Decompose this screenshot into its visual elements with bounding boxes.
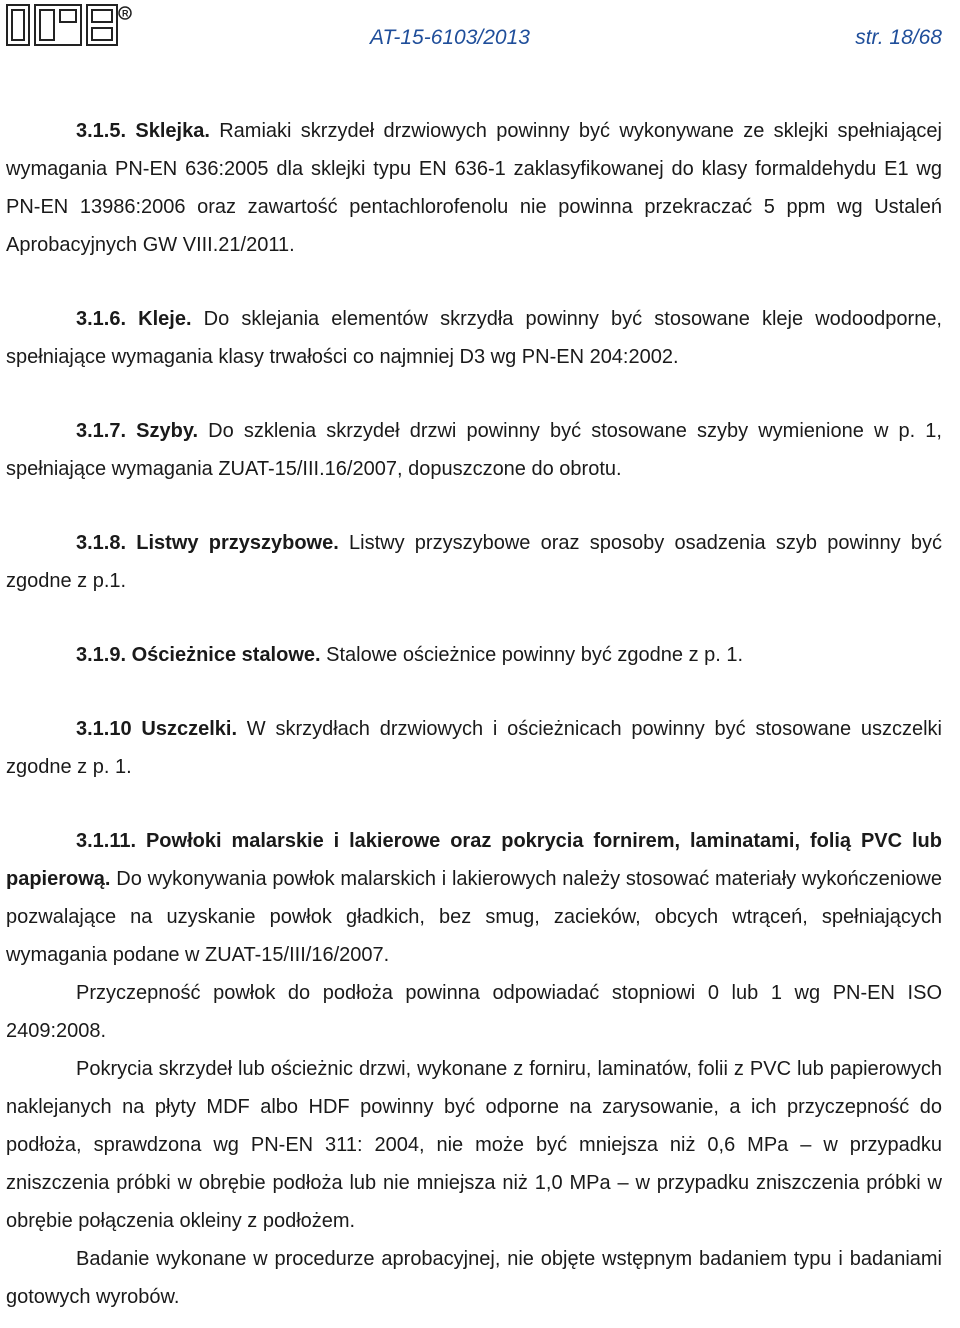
section-text: Ramiaki skrzydeł drzwiowych powinny być wykonywane ze sklejki spełniającej wymagania PN-EN 636:2005 dla sklejki typu EN 636-1 zaklasyfikowanej do klasy formaldehydu E1 wg PN-EN 13986:2006 oraz zawartość pentachlorofenolu nie powinna przekraczać 5 ppm wg Ustaleń Aprobacyjnych GW VIII.21/2011. [6,120,942,256]
paragraph-testing: Badanie wykonane w procedurze aprobacyjnej, nie objęte wstępnym badaniem typu i badaniami gotowych wyrobów. [6,1248,942,1308]
section-heading: 3.1.5. Sklejka. [76,120,210,142]
itb-logo-icon [6,4,132,48]
page-number: str. 18/68 [855,26,942,49]
document-body [6,112,942,1316]
section-heading: 3.1.8. Listwy przyszybowe. [76,532,339,554]
section-heading: 3.1.11. Powłoki malarskie i lakierowe oraz pokrycia fornirem, laminatami, folią PVC lub papierową. [6,830,942,890]
page-header [0,0,960,60]
section-3-1-11 [6,822,942,974]
section-text: Do wykonywania powłok malarskich i lakierowych należy stosować materiały wykończeniowe pozwalające na uzyskanie powłok gładkich, bez smug, zacieków, obcych wtrąceń, spełniających wymagania podane w ZUAT-15/III/16/2007. [6,868,942,966]
section-3-1-9 [6,636,942,674]
paragraph-coverings: Pokrycia skrzydeł lub ościeżnic drzwi, wykonane z forniru, laminatów, folii z PVC lub papierowych naklejanych na płyty MDF albo HDF powinny być odporne na zarysowanie, a ich przyczepność do podłoża, sprawdzona wg PN-EN 311: 2004, nie może być mniejsza niż 0,6 MPa – w przypadku zniszczenia próbki w obrębie podłoża lub nie mniejsza niż 1,0 MPa – w przypadku zniszczenia próbki w obrębie połączenia okleiny z podłożem. [6,1058,942,1232]
document-id: AT-15-6103/2013 [370,26,530,49]
section-heading: 3.1.6. Kleje. [76,308,192,330]
section-heading: 3.1.10 Uszczelki. [76,718,237,740]
section-text: Do szklenia skrzydeł drzwi powinny być stosowane szyby wymienione w p. 1, spełniające wymagania ZUAT-15/III.16/2007, dopuszczone do obrotu. [6,420,942,480]
section-3-1-5 [6,112,942,264]
section-heading: 3.1.9. Ościeżnice stalowe. [76,644,321,666]
section-heading: 3.1.7. Szyby. [76,420,199,442]
section-text: Do sklejania elementów skrzydła powinny być stosowane kleje wodoodporne, spełniające wymagania klasy trwałości co najmniej D3 wg PN-EN 204:2002. [6,308,942,368]
section-text: W skrzydłach drzwiowych i ościeżnicach powinny być stosowane uszczelki zgodne z p. 1. [6,718,942,778]
section-text: Listwy przyszybowe oraz sposoby osadzenia szyb powinny być zgodne z p.1. [6,532,942,592]
section-3-1-10 [6,710,942,786]
section-3-1-7 [6,412,942,488]
svg-text:R: R [122,8,129,19]
section-3-1-6 [6,300,942,376]
section-text: Stalowe ościeżnice powinny być zgodne z p. 1. [326,644,744,666]
section-3-1-8 [6,524,942,600]
paragraph-adhesion: Przyczepność powłok do podłoża powinna odpowiadać stopniowi 0 lub 1 wg PN-EN ISO 2409:2008. [6,982,942,1042]
